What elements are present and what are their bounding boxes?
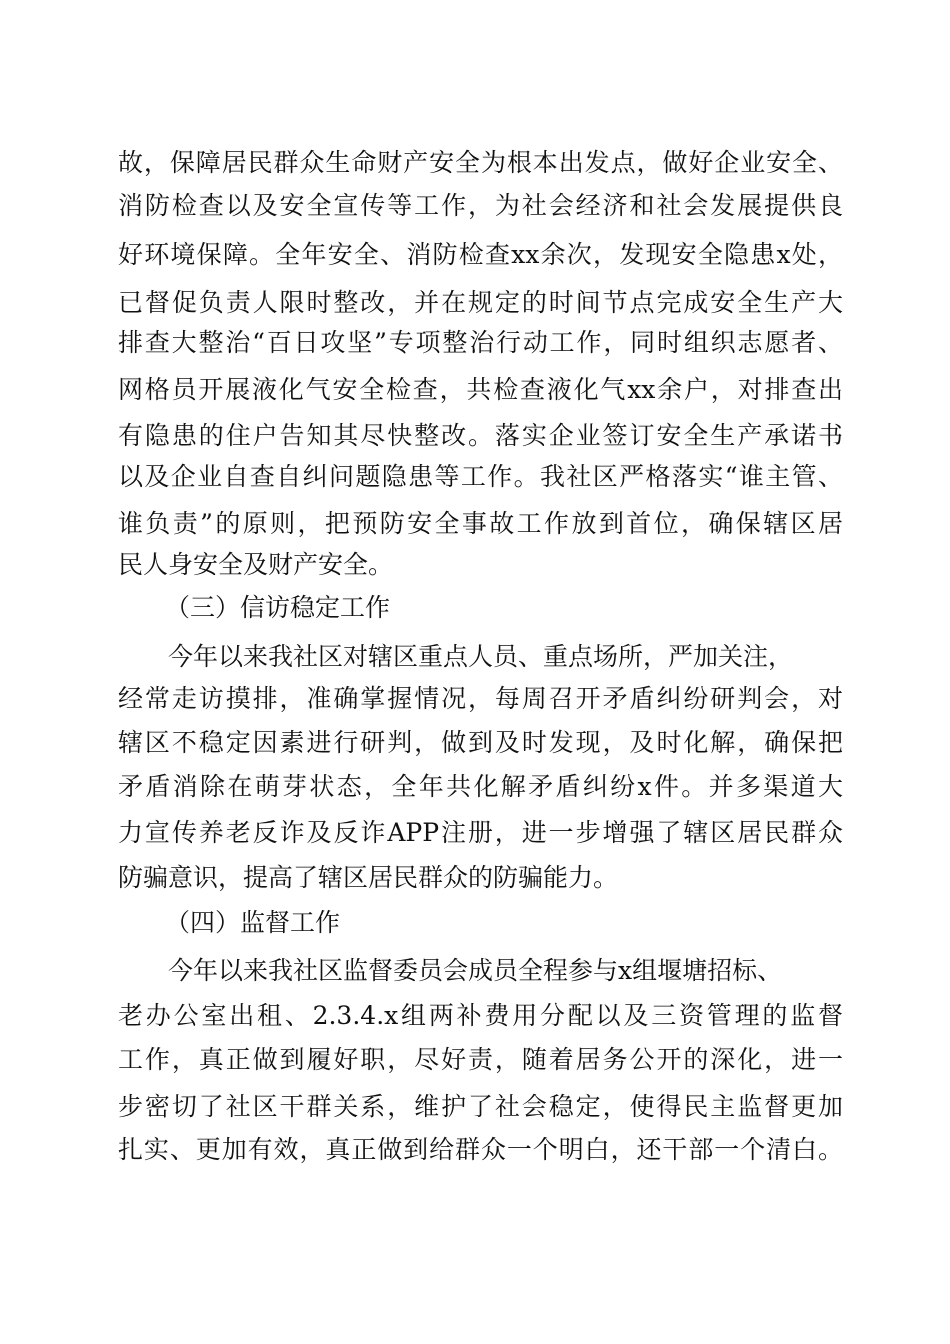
section-heading-supervision: （四）监督工作 xyxy=(165,908,341,937)
section-heading-petition: （三）信访稳定工作 xyxy=(165,593,391,622)
paragraph-petition-line: 今年以来我社区对辖区重点人员、重点场所，严加关注， xyxy=(168,642,794,671)
paragraph-supervision-line: 老办公室出租、2.3.4.x组两补费用分配以及三资管理的监督 xyxy=(118,1001,843,1030)
paragraph-petition-line: 经常走访摸排，准确掌握情况，每周召开矛盾纠纷研判会，对 xyxy=(118,684,843,713)
paragraph-petition-line: 辖区不稳定因素进行研判，做到及时发现，及时化解，确保把 xyxy=(118,728,843,757)
paragraph-safety-line: 故，保障居民群众生命财产安全为根本出发点，做好企业安全、 xyxy=(118,148,843,177)
paragraph-safety-line: 网格员开展液化气安全检查，共检查液化气xx余户，对排查出 xyxy=(118,375,843,404)
paragraph-supervision-line: 今年以来我社区监督委员会成员全程参与x组堰塘招标、 xyxy=(168,956,783,985)
paragraph-petition-line: 矛盾消除在萌芽状态，全年共化解矛盾纠纷x件。并多渠道大 xyxy=(118,772,843,801)
paragraph-safety-line: 有隐患的住户告知其尽快整改。落实企业签订安全生产承诺书 xyxy=(118,421,843,450)
paragraph-safety-line: 好环境保障。全年安全、消防检查xx余次，发现安全隐患x处， xyxy=(118,240,843,269)
paragraph-safety-line: 排查大整治“百日攻坚”专项整治行动工作，同时组织志愿者、 xyxy=(118,328,843,357)
paragraph-supervision-line: 扎实、更加有效，真正做到给群众一个明白，还干部一个清白。 xyxy=(118,1135,843,1164)
paragraph-safety-line: 已督促负责人限时整改，并在规定的时间节点完成安全生产大 xyxy=(118,288,843,317)
paragraph-safety-line: 民人身安全及财产安全。 xyxy=(118,550,394,579)
paragraph-petition-line: 防骗意识，提高了辖区居民群众的防骗能力。 xyxy=(118,863,619,892)
paragraph-supervision-line: 步密切了社区干群关系，维护了社会稳定，使得民主监督更加 xyxy=(118,1092,843,1121)
paragraph-safety-line: 消防检查以及安全宣传等工作，为社会经济和社会发展提供良 xyxy=(118,191,843,220)
paragraph-safety-line: 以及企业自查自纠问题隐患等工作。我社区严格落实“谁主管、 xyxy=(118,462,843,491)
paragraph-safety-line: 谁负责”的原则，把预防安全事故工作放到首位，确保辖区居 xyxy=(118,509,843,538)
paragraph-supervision-line: 工作，真正做到履好职，尽好责，随着居务公开的深化，进一 xyxy=(118,1045,843,1074)
paragraph-petition-line: 力宣传养老反诈及反诈APP注册，进一步增强了辖区居民群众 xyxy=(118,818,843,847)
